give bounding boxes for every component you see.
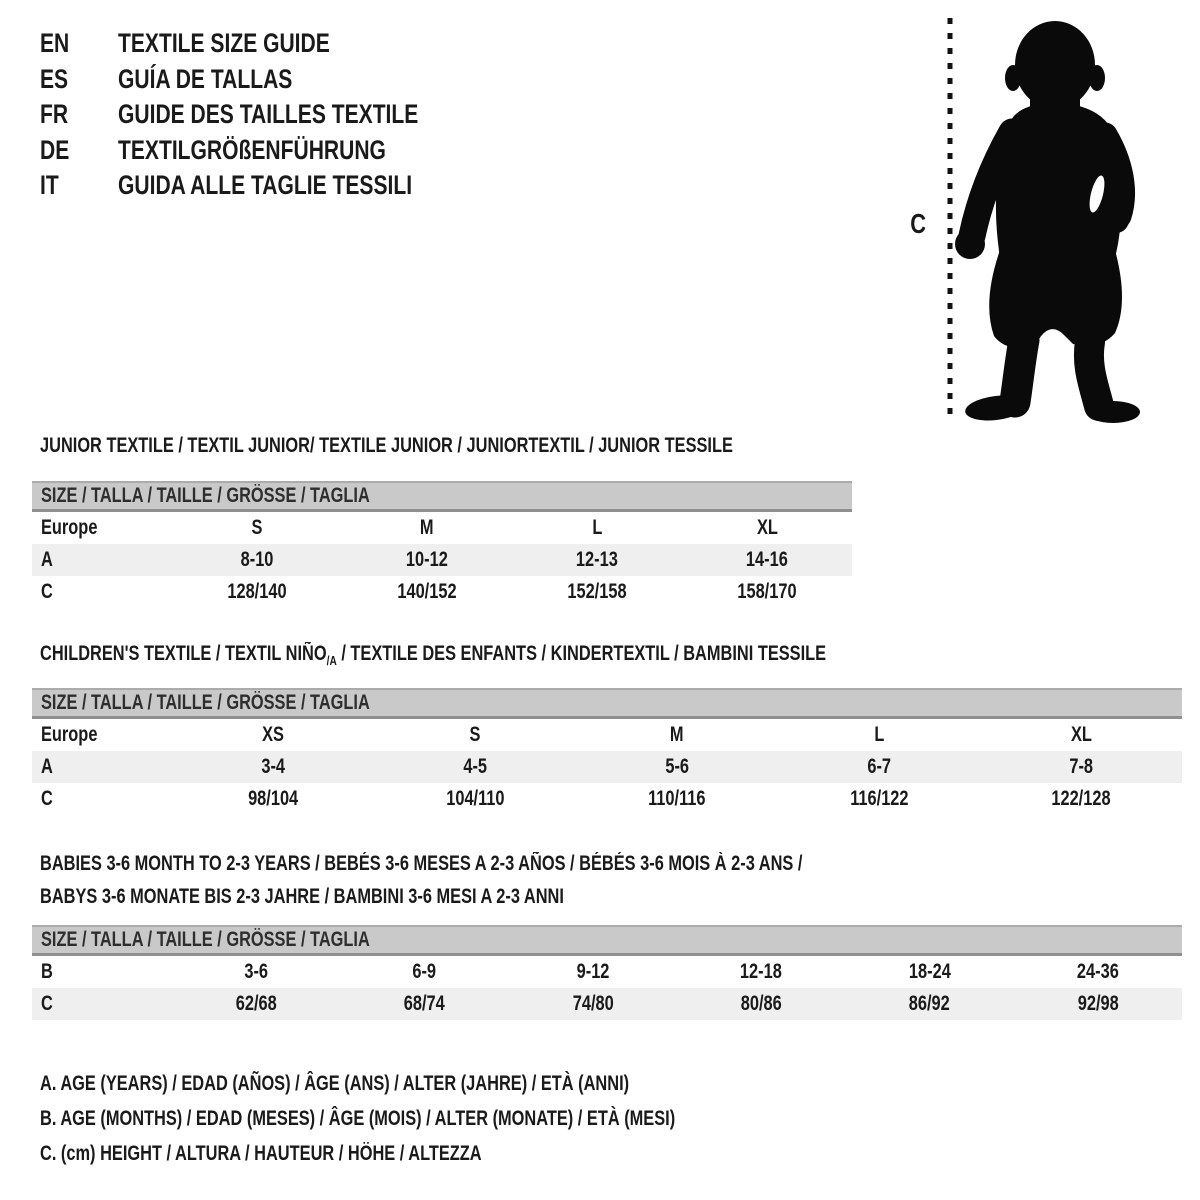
language-row-de (40, 133, 503, 169)
height-cell: 140/152 (397, 580, 457, 603)
row-label: B (41, 960, 53, 983)
language-code: DE (40, 134, 70, 165)
size-header-label: SIZE / TALLA / TAILLE / GRÖSSE / TAGLIA (41, 484, 370, 507)
language-row-en (40, 26, 503, 62)
language-row-fr (40, 97, 503, 133)
table-row-height (32, 988, 1182, 1020)
height-cell: 62/68 (235, 992, 277, 1015)
height-cell: 74/80 (572, 992, 614, 1015)
legend-height-cm: C. (cm) HEIGHT / ALTURA / HAUTEUR / HÖHE / ALTEZZA (40, 1141, 482, 1165)
table-row-europe (32, 718, 1182, 752)
month-cell: 12-18 (740, 960, 783, 983)
height-cell: 92/98 (1077, 992, 1119, 1015)
size-cell: M (420, 516, 434, 539)
language-label: GUÍA DE TALLAS (118, 63, 293, 94)
size-cell: M (670, 723, 684, 746)
size-header-row (32, 689, 1182, 718)
legend (40, 1066, 854, 1171)
row-label: Europe (41, 723, 98, 746)
month-cell: 9-12 (576, 960, 610, 983)
junior-section-title: JUNIOR TEXTILE / TEXTIL JUNIOR/ TEXTILE JUNIOR / JUNIORTEXTIL / JUNIOR TESSILE (40, 434, 733, 457)
language-label: GUIDE DES TAILLES TEXTILE (118, 99, 419, 130)
size-cell: S (251, 516, 263, 539)
height-cell: 110/116 (648, 787, 706, 810)
language-label: TEXTILE SIZE GUIDE (118, 28, 330, 59)
row-label: Europe (41, 516, 98, 539)
table-row-europe (32, 511, 852, 545)
size-cell: XL (1070, 723, 1092, 746)
height-cell: 68/74 (403, 992, 445, 1015)
month-cell: 18-24 (908, 960, 951, 983)
size-cell: L (873, 723, 884, 746)
language-code: ES (40, 63, 69, 94)
size-cell: L (591, 516, 602, 539)
table-row-height (32, 783, 1182, 815)
babies-title-line2: BABYS 3-6 MONATE BIS 2-3 JAHRE / BAMBINI 3-6 MESI A 2-3 ANNI (40, 885, 564, 908)
height-cell: 158/170 (737, 580, 797, 603)
size-header-row (32, 926, 1182, 955)
height-cell: 86/92 (908, 992, 950, 1015)
table-row-months (32, 955, 1182, 989)
language-label: TEXTILGRÖßENFÜHRUNG (118, 134, 386, 165)
babies-size-table (32, 925, 1182, 1020)
row-label: C (41, 580, 53, 603)
height-cell: 152/158 (567, 580, 627, 603)
size-header-label: SIZE / TALLA / TAILLE / GRÖSSE / TAGLIA (41, 691, 370, 714)
size-cell: XL (756, 516, 778, 539)
babies-title-line1: BABIES 3-6 MONTH TO 2-3 YEARS / BEBÉS 3-6 MESES A 2-3 AÑOS / BÉBÉS 3-6 MOIS À 2-3 ANS / (40, 852, 803, 875)
legend-age-years: A. AGE (YEARS) / EDAD (AÑOS) / ÂGE (ANS) / ALTER (JAHRE) / ETÀ (ANNI) (40, 1071, 630, 1095)
month-cell: 24-36 (1076, 960, 1119, 983)
row-label: A (41, 548, 53, 571)
language-row-es (40, 62, 503, 98)
age-cell: 4-5 (463, 755, 487, 778)
height-cell: 122/128 (1051, 787, 1111, 810)
month-cell: 6-9 (412, 960, 437, 983)
height-cell: 80/86 (740, 992, 782, 1015)
row-label: C (41, 992, 53, 1015)
age-cell: 7-8 (1069, 755, 1093, 778)
age-cell: 12-13 (576, 548, 618, 571)
height-cell: 116/122 (849, 787, 909, 810)
language-code: FR (40, 99, 69, 130)
age-cell: 10-12 (406, 548, 448, 571)
height-cell: 98/104 (247, 787, 299, 810)
month-cell: 3-6 (244, 960, 269, 983)
height-cell: 128/140 (227, 580, 287, 603)
size-cell: S (469, 723, 481, 746)
language-list (40, 26, 503, 204)
toddler-silhouette (900, 10, 1160, 425)
table-row-age (32, 544, 852, 576)
row-label: C (41, 787, 53, 810)
size-cell: XS (262, 723, 284, 746)
babies-section-title (40, 852, 1018, 909)
age-cell: 6-7 (867, 755, 891, 778)
junior-size-table (32, 481, 852, 608)
language-label: GUIDA ALLE TAGLIE TESSILI (118, 170, 413, 201)
children-size-table (32, 688, 1182, 815)
age-cell: 14-16 (746, 548, 788, 571)
age-cell: 8-10 (240, 548, 274, 571)
row-label: A (41, 755, 53, 778)
age-cell: 3-4 (261, 755, 285, 778)
table-row-height (32, 576, 852, 608)
height-cell: 104/110 (445, 787, 505, 810)
nino-a-subscript: /A (326, 653, 337, 668)
size-header-row (32, 482, 852, 511)
legend-age-months: B. AGE (MONTHS) / EDAD (MESES) / ÂGE (MOIS) / ALTER (MONATE) / ETÀ (MESI) (40, 1106, 676, 1130)
size-header-label: SIZE / TALLA / TAILLE / GRÖSSE / TAGLIA (41, 928, 370, 951)
table-row-age (32, 751, 1182, 783)
language-row-it (40, 168, 503, 204)
height-measure-label: C (910, 208, 927, 239)
language-code: IT (40, 170, 59, 201)
age-cell: 5-6 (665, 755, 689, 778)
language-code: EN (40, 28, 70, 59)
children-section-title: CHILDREN'S TEXTILE / TEXTIL $NIÑO_{/A}$ / TEXTILE DES ENFANTS / KINDERTEXTIL / BAMBINI TESSILE (40, 642, 827, 668)
